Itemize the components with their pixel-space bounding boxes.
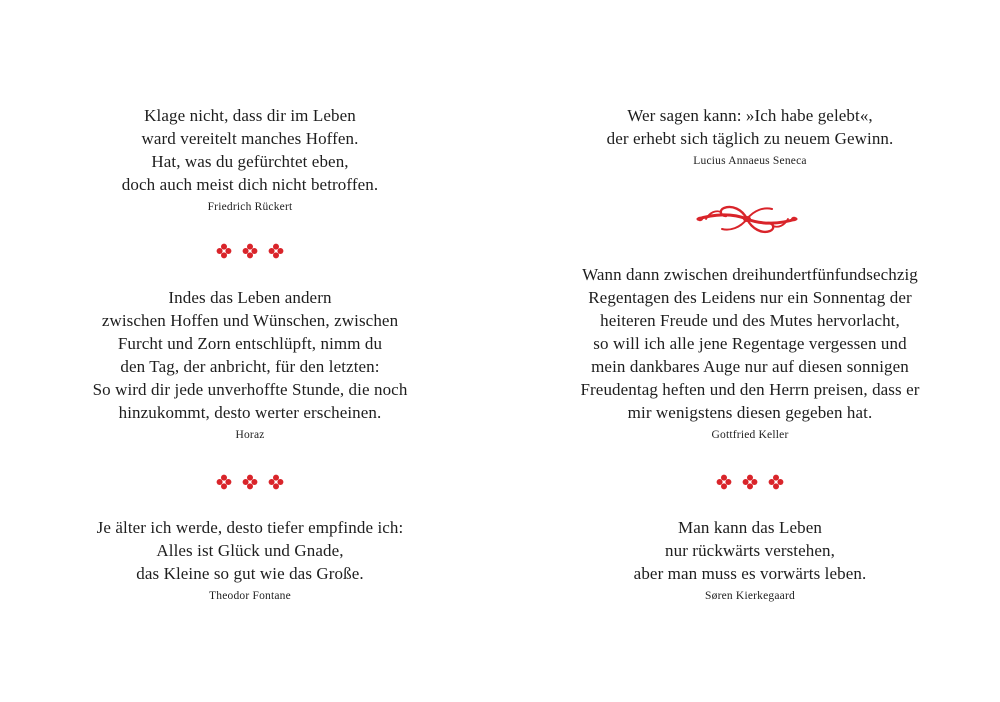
quote-rueckert: [0, 104, 500, 213]
quote-line: so will ich alle jene Regentage vergessen und: [593, 334, 907, 353]
quote-line: hinzukommt, desto werter erscheinen.: [118, 403, 382, 422]
quote-author: Horaz: [235, 429, 265, 441]
separator-trefoils: [0, 474, 500, 494]
quote-line: den Tag, der anbricht, für den letzten:: [120, 357, 380, 376]
quote-author: Søren Kierkegaard: [705, 590, 795, 602]
quote-fontane: [0, 516, 500, 602]
quote-author: Lucius Annaeus Seneca: [693, 155, 807, 167]
quote-line: mir wenigstens diesen gegeben hat.: [627, 403, 873, 422]
quote-horaz: [0, 286, 500, 441]
trefoil-icon: [268, 243, 284, 259]
quote-line: Je älter ich werde, desto tiefer empfinde ich:: [96, 518, 404, 537]
quote-author: Gottfried Keller: [711, 429, 789, 441]
quote-line: aber man muss es vorwärts leben.: [633, 564, 867, 583]
trefoil-icon: [716, 474, 732, 490]
quote-line: So wird dir jede unverhoffte Stunde, die noch: [92, 380, 408, 399]
quote-line: Indes das Leben andern: [168, 288, 332, 307]
quote-line: nur rückwärts verstehen,: [665, 541, 835, 560]
quote-line: der erhebt sich täglich zu neuem Gewinn.: [606, 129, 894, 148]
trefoil-icon: [242, 474, 258, 490]
quote-line: Klage nicht, dass dir im Leben: [144, 106, 356, 125]
quote-line: heiteren Freude und des Mutes hervorlacht,: [600, 311, 900, 330]
quote-line: Furcht und Zorn entschlüpft, nimm du: [117, 334, 383, 353]
quote-author: Friedrich Rückert: [207, 201, 293, 213]
quote-line: Freudentag heften und den Herrn preisen, dass er: [580, 380, 920, 399]
trefoil-icon: [768, 474, 784, 490]
trefoil-icon: [242, 243, 258, 259]
quote-author: Theodor Fontane: [209, 590, 291, 602]
quote-line: Wer sagen kann: »Ich habe gelebt«,: [627, 106, 873, 125]
quote-line: doch auch meist dich nicht betroffen.: [121, 175, 379, 194]
flourish-ornament-icon: [692, 199, 802, 241]
trefoil-icon: [742, 474, 758, 490]
quote-keller: [500, 263, 1000, 441]
quote-line: Hat, was du gefürchtet eben,: [151, 152, 349, 171]
separator-trefoils: [0, 243, 500, 263]
quote-line: zwischen Hoffen und Wünschen, zwischen: [101, 311, 399, 330]
quote-line: mein dankbares Auge nur auf diesen sonnigen: [591, 357, 909, 376]
quote-line: ward vereitelt manches Hoffen.: [141, 129, 359, 148]
quote-line: das Kleine so gut wie das Große.: [136, 564, 364, 583]
trefoil-icon: [216, 474, 232, 490]
trefoil-icon: [268, 474, 284, 490]
separator-trefoils: [500, 474, 1000, 494]
quote-line: Wann dann zwischen dreihundertfünfundsechzig: [582, 265, 918, 284]
right-page: [500, 0, 1000, 702]
quote-line: Alles ist Glück und Gnade,: [156, 541, 344, 560]
quote-line: Man kann das Leben: [678, 518, 822, 537]
quote-seneca: [500, 104, 1000, 167]
trefoil-icon: [216, 243, 232, 259]
quote-kierkegaard: [500, 516, 1000, 602]
quote-line: Regentagen des Leidens nur ein Sonnentag der: [588, 288, 912, 307]
